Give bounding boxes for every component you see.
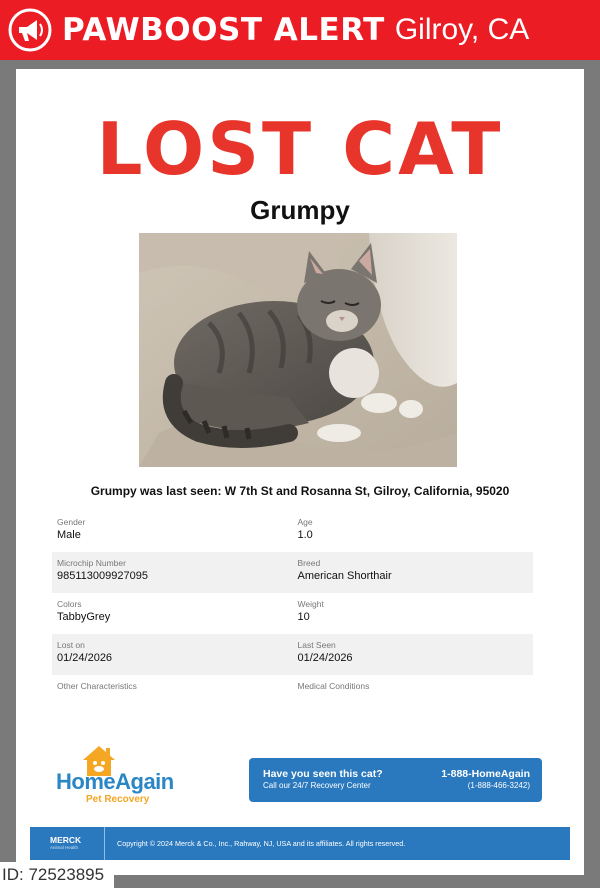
call-center-text: Call our 24/7 Recovery Center	[263, 781, 371, 790]
homeagain-subtitle: Pet Recovery	[86, 794, 150, 805]
detail-colors	[52, 593, 293, 634]
flyer-headline: LOST CAT	[96, 107, 504, 191]
brand-title: PAWBOOST ALERT	[62, 12, 385, 48]
seen-question: Have you seen this cat?	[263, 768, 383, 780]
detail-value: 1.0	[297, 529, 313, 541]
listing-id: ID: 72523895	[0, 862, 114, 888]
megaphone-icon	[8, 8, 52, 52]
details-row	[52, 552, 533, 593]
details-row	[52, 675, 533, 716]
detail-value: TabbyGrey	[57, 611, 111, 623]
detail-medical-conditions	[293, 675, 534, 716]
detail-gender	[52, 511, 293, 552]
detail-value: 01/24/2026	[297, 652, 353, 664]
detail-label: Other Characteristics	[57, 681, 137, 691]
detail-value: 01/24/2026	[57, 652, 113, 664]
banner-city: Gilroy, CA	[394, 13, 530, 46]
detail-other-characteristics	[52, 675, 293, 716]
merck-subtitle: Animal Health	[50, 845, 79, 850]
copyright-text: Copyright © 2024 Merck & Co., Inc., Rahway, NJ, USA and its affiliates. All rights reserved.	[117, 839, 406, 848]
detail-last-seen	[293, 634, 534, 675]
detail-label: Colors	[57, 599, 82, 609]
detail-label: Last Seen	[297, 640, 336, 650]
detail-label: Age	[297, 517, 313, 527]
detail-label: Lost on	[57, 640, 85, 650]
detail-microchip	[52, 552, 293, 593]
pet-details-table	[52, 511, 533, 716]
lost-pet-flyer	[16, 69, 584, 875]
merck-name: MERCK	[50, 835, 82, 845]
detail-breed	[293, 552, 534, 593]
detail-value: American Shorthair	[297, 570, 392, 582]
homeagain-name: HomeAgain	[56, 769, 174, 794]
detail-value: 10	[297, 611, 310, 623]
recovery-phone[interactable]: 1-888-HomeAgain	[441, 768, 530, 780]
detail-value: 985113009927095	[57, 570, 148, 582]
detail-label: Medical Conditions	[297, 681, 370, 691]
pet-name: Grumpy	[250, 195, 350, 225]
details-row	[52, 634, 533, 675]
details-row	[52, 511, 533, 552]
detail-label: Breed	[297, 558, 321, 568]
detail-age	[293, 511, 534, 552]
detail-label: Microchip Number	[57, 558, 126, 568]
recovery-phone-digits: (1-888-466-3242)	[467, 781, 530, 790]
detail-label: Weight	[297, 599, 324, 609]
homeagain-logo	[56, 745, 196, 807]
alert-banner	[0, 0, 600, 60]
last-seen-location: Grumpy was last seen: W 7th St and Rosanna St, Gilroy, California, 95020	[90, 484, 510, 498]
flyer-footer	[30, 827, 570, 860]
details-row	[52, 593, 533, 634]
detail-lost-on	[52, 634, 293, 675]
pet-photo	[139, 233, 457, 467]
detail-value: Male	[57, 529, 81, 541]
merck-logo	[30, 827, 105, 860]
detail-weight	[293, 593, 534, 634]
recovery-contact-box	[249, 758, 542, 802]
detail-label: Gender	[57, 517, 86, 527]
